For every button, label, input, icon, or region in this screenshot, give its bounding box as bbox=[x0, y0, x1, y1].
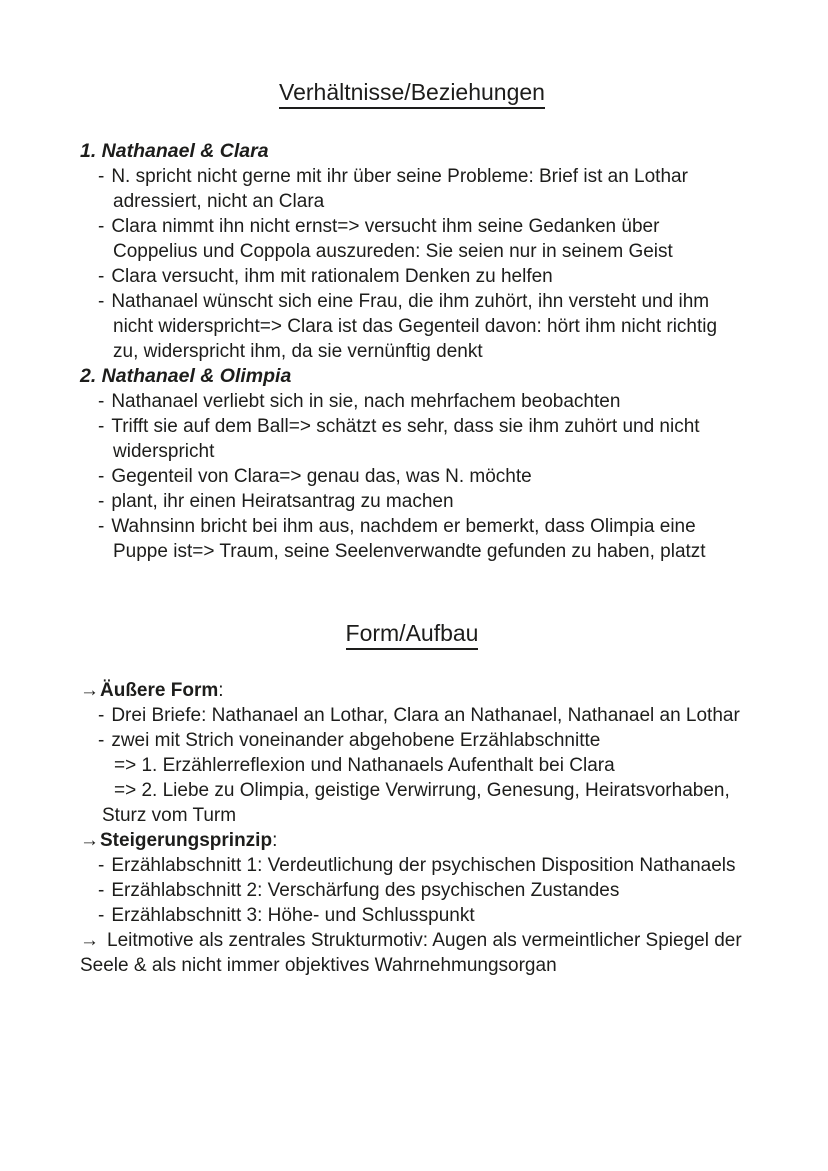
bullet-item bbox=[80, 514, 744, 564]
dash-marker: - bbox=[98, 880, 105, 901]
bullet-text: Wahnsinn bricht bei ihm aus, nachdem er bemerkt, dass Olimpia eine Puppe ist=> Traum, seine Seelenverwandte gefunden zu haben, platzt bbox=[111, 516, 706, 562]
bullet-text: zwei mit Strich voneinander abgehobene Erzählabschnitte bbox=[111, 730, 601, 751]
bullet-item bbox=[80, 903, 744, 928]
section-title-relationships bbox=[80, 78, 744, 109]
bullet-item bbox=[80, 164, 744, 214]
dash-marker: - bbox=[98, 216, 105, 237]
bullet-text: Trifft sie auf dem Ball=> schätzt es sehr, dass sie ihm zuhört und nicht widerspricht bbox=[111, 416, 700, 462]
bullet-text: plant, ihr einen Heiratsantrag zu machen bbox=[111, 491, 454, 512]
arrow-heading-colon: : bbox=[218, 680, 224, 701]
bullet-text: Nathanael wünscht sich eine Frau, die ihm zuhört, ihn versteht und ihm nicht widerspricht=> Clara ist das Gegenteil davon: hört ihm nicht richtig zu, widerspricht ihm, da sie vernünftig denkt bbox=[111, 291, 718, 362]
sub-item: => 1. Erzählerreflexion und Nathanaels Aufenthalt bei Clara bbox=[114, 755, 615, 776]
dash-marker: - bbox=[98, 391, 105, 412]
section-title-form-text: Form/Aufbau bbox=[346, 619, 479, 650]
sub-item: => 2. Liebe zu Olimpia, geistige Verwirrung, Genesung, Heiratsvorhaben, Sturz vom Turm bbox=[102, 780, 730, 826]
bullet-item bbox=[80, 489, 744, 514]
arrow-heading-colon: : bbox=[272, 830, 278, 851]
bullet-item bbox=[80, 853, 744, 878]
dash-marker: - bbox=[98, 466, 105, 487]
bullet-item bbox=[80, 703, 744, 728]
bullet-text: Drei Briefe: Nathanael an Lothar, Clara an Nathanael, Nathanael an Lothar bbox=[111, 705, 740, 726]
bullet-text: N. spricht nicht gerne mit ihr über seine Probleme: Brief ist an Lothar adressiert, nicht an Clara bbox=[111, 166, 688, 212]
dash-marker: - bbox=[98, 266, 105, 287]
arrow-icon: → bbox=[80, 680, 99, 701]
bullet-item bbox=[80, 464, 744, 489]
arrow-heading-label: Äußere Form bbox=[100, 680, 219, 701]
arrow-icon: → bbox=[80, 830, 99, 851]
bullet-text: Gegenteil von Clara=> genau das, was N. möchte bbox=[111, 466, 532, 487]
arrow-heading-label: Steigerungsprinzip bbox=[100, 830, 273, 851]
bullet-item bbox=[80, 289, 744, 364]
bullet-text: Erzählabschnitt 2: Verschärfung des psychischen Zustandes bbox=[111, 880, 620, 901]
dash-marker: - bbox=[98, 905, 105, 926]
dash-marker: - bbox=[98, 516, 105, 537]
dash-marker: - bbox=[98, 291, 105, 312]
bullet-item bbox=[80, 264, 744, 289]
bullet-text: Erzählabschnitt 3: Höhe- und Schlusspunkt bbox=[111, 905, 475, 926]
dash-marker: - bbox=[98, 491, 105, 512]
dash-marker: - bbox=[98, 855, 105, 876]
bullet-item bbox=[80, 389, 744, 414]
dash-marker: - bbox=[98, 730, 105, 751]
leitmotive-text: Leitmotive als zentrales Strukturmotiv: Augen als vermeintlicher Spiegel der Seele & als nicht immer objektives Wahrnehmungsorgan bbox=[80, 930, 742, 976]
bullet-item bbox=[80, 728, 744, 753]
dash-marker: - bbox=[98, 416, 105, 437]
dash-marker: - bbox=[98, 166, 105, 187]
heading-nathanael-olimpia: 2. Nathanael & Olimpia bbox=[80, 365, 292, 387]
leitmotive-paragraph bbox=[80, 928, 744, 978]
bullet-text: Nathanael verliebt sich in sie, nach mehrfachem beobachten bbox=[111, 391, 621, 412]
heading-nathanael-clara: 1. Nathanael & Clara bbox=[80, 140, 269, 162]
section-title-relationships-text: Verhältnisse/Beziehungen bbox=[279, 78, 545, 109]
bullet-text: Erzählabschnitt 1: Verdeutlichung der psychischen Disposition Nathanaels bbox=[111, 855, 736, 876]
bullet-text: Clara nimmt ihn nicht ernst=> versucht ihm seine Gedanken über Coppelius und Coppola auszureden: Sie seien nur in seinem Geist bbox=[111, 216, 673, 262]
bullet-item bbox=[80, 878, 744, 903]
heading-steigerungsprinzip bbox=[80, 828, 744, 853]
bullet-item bbox=[80, 214, 744, 264]
bullet-text: Clara versucht, ihm mit rationalem Denken zu helfen bbox=[111, 266, 553, 287]
dash-marker: - bbox=[98, 705, 105, 726]
section-title-form bbox=[80, 619, 744, 650]
heading-aeussere-form bbox=[80, 678, 744, 703]
bullet-item bbox=[80, 414, 744, 464]
arrow-icon: → bbox=[80, 930, 99, 951]
